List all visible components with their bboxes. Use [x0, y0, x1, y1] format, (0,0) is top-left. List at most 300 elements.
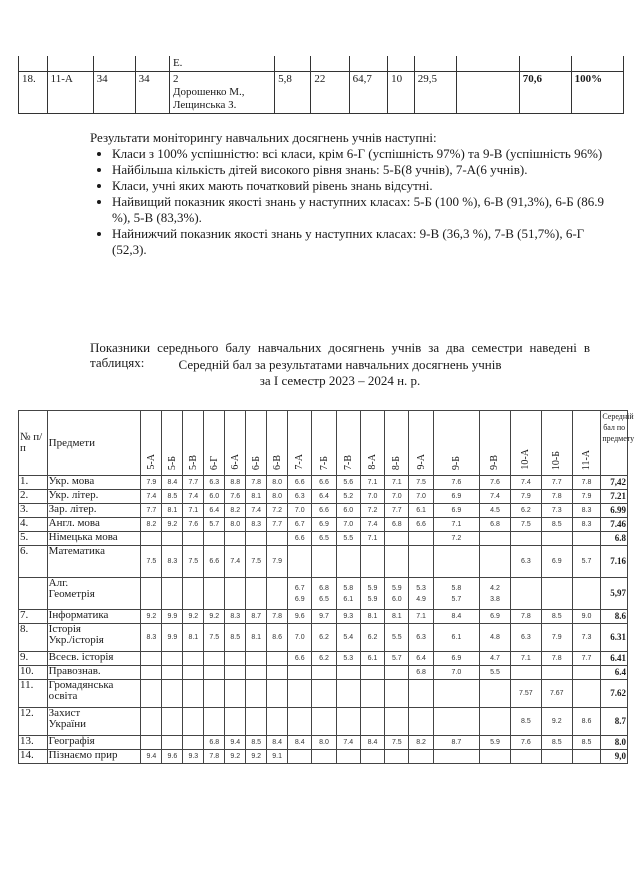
grade-cell: 5.3	[336, 652, 360, 666]
grade-cell	[510, 666, 541, 680]
row-number: 9.	[19, 652, 48, 666]
grade-cell: 8.3	[141, 624, 162, 652]
grades-body	[19, 476, 628, 764]
table-row	[19, 750, 628, 764]
grade-cell: 5.7	[572, 546, 601, 578]
class-label: 5-А	[145, 454, 157, 470]
class-header	[162, 411, 183, 476]
grade-cell: 8.2	[409, 736, 433, 750]
grade-cell: 7.4	[183, 490, 204, 504]
grade-cell	[141, 736, 162, 750]
grade-cell: 8.7	[246, 610, 267, 624]
value-cell: 10	[388, 72, 415, 114]
grade-cell	[267, 578, 288, 610]
grade-cell: 6.6	[312, 504, 336, 518]
grade-cell: 6.9	[312, 518, 336, 532]
table-title: Середній бал за результатами навчальних досягнень учнів	[178, 357, 502, 372]
grade-cell: 6.2	[312, 652, 336, 666]
table-row	[19, 546, 628, 578]
table-subtitle: за І семестр 2023 – 2024 н. р.	[259, 373, 421, 388]
monitoring-summary	[90, 130, 610, 258]
table-row	[19, 666, 628, 680]
grade-cell: 5.7	[204, 518, 225, 532]
grade-cell: 5.9 5.9	[360, 578, 384, 610]
row-number: 11.	[19, 680, 48, 708]
grade-cell: 5.5	[385, 624, 409, 652]
grade-cell: 6.2	[312, 624, 336, 652]
teacher-cell-prev: Е.	[169, 56, 274, 72]
grade-cell	[510, 750, 541, 764]
table-row	[19, 652, 628, 666]
grade-cell: 8.1	[385, 610, 409, 624]
subject-average: 7.21	[601, 490, 628, 504]
subject-name: Німецька мова	[47, 532, 141, 546]
class-header	[360, 411, 384, 476]
value-cell: 5,8	[275, 72, 311, 114]
grade-cell	[360, 708, 384, 736]
grade-cell	[409, 546, 433, 578]
class-label: 10-А	[520, 449, 532, 470]
grade-cell: 7.9	[572, 490, 601, 504]
grade-cell: 8.5	[541, 518, 572, 532]
grade-cell: 7.4	[510, 476, 541, 490]
grade-cell	[433, 546, 479, 578]
grade-cell: 7.0	[288, 624, 312, 652]
previous-results-table	[18, 56, 624, 114]
grade-cell: 5.8 6.1	[336, 578, 360, 610]
grade-cell: 5.3 4.9	[409, 578, 433, 610]
grade-cell: 8.6	[572, 708, 601, 736]
grade-cell: 7.7	[541, 476, 572, 490]
grade-cell: 7.1	[385, 476, 409, 490]
grade-cell: 8.5	[541, 736, 572, 750]
grade-cell	[360, 666, 384, 680]
grade-cell	[360, 546, 384, 578]
grade-cell	[312, 708, 336, 736]
subject-name: Укр. літер.	[47, 490, 141, 504]
grade-cell: 8.1	[246, 624, 267, 652]
grade-cell: 8.1	[246, 490, 267, 504]
grade-cell: 7.57	[510, 680, 541, 708]
row-number: 8.	[19, 624, 48, 652]
subject-name: Історія Укр./історія	[47, 624, 141, 652]
grade-cell: 6.0	[336, 504, 360, 518]
table-row	[19, 518, 628, 532]
grade-cell: 7.0	[288, 504, 312, 518]
row-number: 2.	[19, 490, 48, 504]
grade-cell: 7.1	[360, 476, 384, 490]
grade-cell: 6.7 6.9	[288, 578, 312, 610]
table-header-row	[19, 411, 628, 476]
grade-cell: 8.1	[162, 504, 183, 518]
grade-cell: 6.2	[510, 504, 541, 518]
grade-cell: 5.4	[336, 624, 360, 652]
grade-cell: 6.3	[409, 624, 433, 652]
average-grades-table	[18, 410, 635, 764]
table-row	[19, 624, 628, 652]
grade-cell	[162, 652, 183, 666]
grade-cell: 6.8	[204, 736, 225, 750]
grade-cell: 9.2	[162, 518, 183, 532]
grade-cell: 7.8	[572, 476, 601, 490]
grade-cell: 7.2	[360, 504, 384, 518]
grade-cell: 6.8	[480, 518, 511, 532]
grade-cell	[267, 708, 288, 736]
grade-cell	[336, 546, 360, 578]
col-num-header: № п/п	[19, 411, 48, 476]
grade-cell: 6.9	[541, 546, 572, 578]
grade-cell: 7.5	[141, 546, 162, 578]
grade-cell: 7.5	[246, 546, 267, 578]
grade-cell	[409, 532, 433, 546]
grade-cell	[541, 750, 572, 764]
grade-cell	[360, 750, 384, 764]
grade-cell: 9.6	[162, 750, 183, 764]
grade-cell	[409, 708, 433, 736]
summary-list	[90, 146, 610, 258]
subject-average: 6.99	[601, 504, 628, 518]
grade-cell: 6.0	[204, 490, 225, 504]
grade-cell: 7.8	[541, 652, 572, 666]
grade-cell: 7.4	[141, 490, 162, 504]
grade-cell: 6.9	[433, 490, 479, 504]
subject-average: 8.6	[601, 610, 628, 624]
subject-average: 8.7	[601, 708, 628, 736]
row-number: 18.	[19, 72, 48, 114]
grade-cell	[312, 750, 336, 764]
table-row	[19, 610, 628, 624]
class-label: 11-А	[581, 449, 593, 470]
class-header	[541, 411, 572, 476]
grade-cell: 7.0	[409, 490, 433, 504]
grade-cell: 8.3	[225, 610, 246, 624]
success-value: 100%	[571, 72, 623, 114]
grade-cell	[225, 578, 246, 610]
grade-cell	[225, 666, 246, 680]
grade-cell: 6.5	[312, 532, 336, 546]
subject-average: 5,97	[601, 578, 628, 610]
class-header	[183, 411, 204, 476]
grade-cell	[141, 532, 162, 546]
subject-average: 6.4	[601, 666, 628, 680]
grade-cell	[183, 736, 204, 750]
grade-cell: 8.5	[510, 708, 541, 736]
grade-cell: 6.3	[510, 546, 541, 578]
grade-cell: 8.0	[267, 476, 288, 490]
grade-cell	[336, 680, 360, 708]
class-header	[480, 411, 511, 476]
summary-intro: Результати моніторингу навчальних досягнень учнів наступні:	[90, 130, 437, 145]
grade-cell: 7.7	[572, 652, 601, 666]
grade-cell	[312, 680, 336, 708]
subject-average: 7,42	[601, 476, 628, 490]
grade-cell: 7.4	[225, 546, 246, 578]
grade-cell: 7.7	[183, 476, 204, 490]
grade-cell: 6.4	[409, 652, 433, 666]
grade-cell: 5.9	[480, 736, 511, 750]
grade-cell	[225, 708, 246, 736]
table-row	[19, 708, 628, 736]
grade-cell	[225, 652, 246, 666]
grade-cell: 9.2	[225, 750, 246, 764]
grade-cell: 6.6	[409, 518, 433, 532]
grade-cell: 7.1	[510, 652, 541, 666]
row-number: 3.	[19, 504, 48, 518]
teacher-number: 2	[172, 73, 179, 85]
table-row	[19, 56, 624, 72]
grade-cell	[183, 652, 204, 666]
grade-cell: 9.9	[162, 610, 183, 624]
grade-cell	[288, 708, 312, 736]
grade-cell: 6.9	[433, 652, 479, 666]
teacher-names: Дорошенко М., Лещинська З.	[172, 86, 245, 111]
subject-name: Громадянська освіта	[47, 680, 141, 708]
grade-cell	[336, 666, 360, 680]
teacher-cell	[169, 72, 274, 114]
grade-cell	[204, 578, 225, 610]
class-header	[409, 411, 433, 476]
class-name: 11-А	[47, 72, 93, 114]
subject-name: Правознав.	[47, 666, 141, 680]
grade-cell: 9.2	[246, 750, 267, 764]
grade-cell: 7.4	[360, 518, 384, 532]
grade-cell: 9.4	[141, 750, 162, 764]
grade-cell	[288, 680, 312, 708]
grade-cell: 9.7	[312, 610, 336, 624]
grade-cell	[267, 532, 288, 546]
grade-cell	[336, 708, 360, 736]
grade-cell: 5.5	[336, 532, 360, 546]
grade-cell: 7.9	[267, 546, 288, 578]
grade-cell	[246, 666, 267, 680]
grade-cell: 7.0	[385, 490, 409, 504]
grade-cell: 7.6	[480, 476, 511, 490]
grade-cell: 8.2	[225, 504, 246, 518]
grade-cell: 8.3	[162, 546, 183, 578]
grade-cell: 5.6	[336, 476, 360, 490]
grade-cell: 8.5	[246, 736, 267, 750]
grade-cell	[385, 708, 409, 736]
grade-cell	[572, 666, 601, 680]
grade-cell: 6.6	[204, 546, 225, 578]
grade-cell: 7.0	[360, 490, 384, 504]
grade-cell: 6.3	[288, 490, 312, 504]
grade-cell: 6.6	[312, 476, 336, 490]
grade-cell: 7.0	[336, 518, 360, 532]
grade-cell: 7.4	[336, 736, 360, 750]
grade-cell	[385, 532, 409, 546]
grade-cell: 6.1	[409, 504, 433, 518]
summary-item: • Класи з 100% успішністю: всі класи, крім 6-Г (успішність 97%) та 9-В (успішність 96%)	[112, 146, 610, 162]
grade-cell	[572, 750, 601, 764]
grade-cell	[183, 680, 204, 708]
grade-cell	[162, 666, 183, 680]
row-number: 6.	[19, 546, 48, 578]
row-number: 1.	[19, 476, 48, 490]
grade-cell	[385, 666, 409, 680]
grade-cell: 7.7	[267, 518, 288, 532]
grade-cell: 6.2	[360, 624, 384, 652]
summary-item: • Найвищий показник якості знань у наступних класах: 5-Б (100 %), 6-В (91,3%), 6-Б (86.9 %), 5-В (83,3%).	[112, 194, 610, 226]
grade-cell	[572, 680, 601, 708]
grade-cell: 5.5	[480, 666, 511, 680]
subject-average: 7.16	[601, 546, 628, 578]
grade-cell	[183, 708, 204, 736]
subject-average: 6.8	[601, 532, 628, 546]
grade-cell: 8.3	[572, 504, 601, 518]
grade-cell: 9.6	[288, 610, 312, 624]
grade-cell	[204, 666, 225, 680]
grade-cell: 8.4	[267, 736, 288, 750]
grade-cell: 7.9	[141, 476, 162, 490]
grade-cell: 6.3	[204, 476, 225, 490]
grade-cell: 7.5	[510, 518, 541, 532]
row-number: 4.	[19, 518, 48, 532]
grade-cell	[246, 532, 267, 546]
grade-cell	[312, 666, 336, 680]
grade-cell: 6.4	[312, 490, 336, 504]
grade-cell: 6.9	[433, 504, 479, 518]
row-number: 10.	[19, 666, 48, 680]
grade-cell: 6.8	[409, 666, 433, 680]
grade-cell: 9.3	[183, 750, 204, 764]
grade-cell	[572, 578, 601, 610]
summary-item: • Найнижчий показник якості знань у наступних класах: 9-В (36,3 %), 7-В (51,7%), 6-Г (52,3).	[112, 226, 610, 258]
class-header	[141, 411, 162, 476]
grade-cell	[336, 750, 360, 764]
subject-average: 7.62	[601, 680, 628, 708]
grade-cell: 5.7	[385, 652, 409, 666]
class-header	[510, 411, 541, 476]
grade-cell	[288, 750, 312, 764]
grade-cell: 7.4	[480, 490, 511, 504]
summary-item: • Найбільша кількість дітей високого рівня знань: 5-Б(8 учнів), 7-А(6 учнів).	[112, 162, 610, 178]
class-header	[312, 411, 336, 476]
student-count: 34	[135, 72, 169, 114]
class-header	[385, 411, 409, 476]
class-header	[572, 411, 601, 476]
grade-cell: 9.9	[162, 624, 183, 652]
grade-cell	[541, 666, 572, 680]
grade-cell	[141, 578, 162, 610]
grade-cell: 7.2	[433, 532, 479, 546]
grade-cell	[572, 532, 601, 546]
grade-cell	[409, 750, 433, 764]
grade-cell: 8.4	[360, 736, 384, 750]
grade-cell	[385, 546, 409, 578]
table-row	[19, 504, 628, 518]
grade-cell: 4.2 3.8	[480, 578, 511, 610]
quality-value: 70,6	[519, 72, 571, 114]
row-number	[19, 578, 48, 610]
col-average-header: Середній бал по предмету	[601, 411, 628, 476]
class-header	[433, 411, 479, 476]
grade-cell: 7.6	[225, 490, 246, 504]
grade-cell	[385, 750, 409, 764]
grade-cell	[433, 750, 479, 764]
grade-cell: 8.6	[267, 624, 288, 652]
grade-cell: 9.2	[541, 708, 572, 736]
subject-name: Всесв. історія	[47, 652, 141, 666]
grade-cell	[204, 532, 225, 546]
grade-cell: 7.1	[409, 610, 433, 624]
grade-cell: 7.6	[183, 518, 204, 532]
grade-cell	[385, 680, 409, 708]
grade-cell: 8.1	[360, 610, 384, 624]
grade-cell	[360, 680, 384, 708]
grade-cell	[433, 680, 479, 708]
grade-cell	[225, 532, 246, 546]
subject-average: 6.31	[601, 624, 628, 652]
grade-cell: 7.3	[572, 624, 601, 652]
grade-cell: 7.6	[510, 736, 541, 750]
subject-name: Алг. Геометрія	[47, 578, 141, 610]
grade-cell: 7.5	[183, 546, 204, 578]
grade-cell: 8.1	[183, 624, 204, 652]
grade-cell	[510, 532, 541, 546]
table-intro-paragraph: Показники середнього балу навчальних досягнень учнів за два семестри наведені в таблицях:	[90, 340, 590, 370]
total-students: 34	[93, 72, 135, 114]
grade-cell: 7.8	[267, 610, 288, 624]
grade-cell	[183, 532, 204, 546]
grade-cell: 7.9	[541, 624, 572, 652]
grade-cell	[162, 532, 183, 546]
grade-cell	[141, 666, 162, 680]
grade-cell	[480, 532, 511, 546]
grade-cell: 8.0	[312, 736, 336, 750]
table-heading	[140, 357, 540, 389]
grade-cell: 8.5	[162, 490, 183, 504]
grade-cell: 7.8	[510, 610, 541, 624]
grade-cell	[141, 708, 162, 736]
grade-cell: 7.8	[204, 750, 225, 764]
class-label: 7-А	[294, 454, 306, 470]
class-label: 9-В	[489, 455, 501, 470]
grade-cell	[141, 652, 162, 666]
class-label: 8-А	[367, 454, 379, 470]
grade-cell: 7.4	[246, 504, 267, 518]
subject-name: Інформатика	[47, 610, 141, 624]
grade-cell: 7.2	[267, 504, 288, 518]
grade-cell	[433, 708, 479, 736]
grade-cell: 5.8 5.7	[433, 578, 479, 610]
grade-cell: 8.0	[267, 490, 288, 504]
grade-cell: 8.5	[572, 736, 601, 750]
grade-cell	[225, 680, 246, 708]
grade-cell: 8.4	[433, 610, 479, 624]
grade-cell	[246, 708, 267, 736]
grade-cell: 4.7	[480, 652, 511, 666]
grade-cell	[246, 652, 267, 666]
table-row	[19, 532, 628, 546]
grade-cell: 7.1	[433, 518, 479, 532]
grade-cell: 4.8	[480, 624, 511, 652]
grade-cell: 7.6	[433, 476, 479, 490]
grade-cell: 9.2	[204, 610, 225, 624]
grade-cell: 6.6	[288, 476, 312, 490]
grade-cell: 9.3	[336, 610, 360, 624]
class-label: 6-Г	[208, 455, 220, 470]
class-label: 6-Б	[250, 455, 262, 470]
subject-average: 8.0	[601, 736, 628, 750]
grade-cell: 6.7	[288, 518, 312, 532]
grade-cell	[480, 680, 511, 708]
grade-cell: 6.8 6.5	[312, 578, 336, 610]
table-row	[19, 680, 628, 708]
summary-item: • Класи, учні яких мають початковий рівень знань відсутні.	[112, 178, 610, 194]
grade-cell	[204, 652, 225, 666]
grade-cell	[409, 680, 433, 708]
